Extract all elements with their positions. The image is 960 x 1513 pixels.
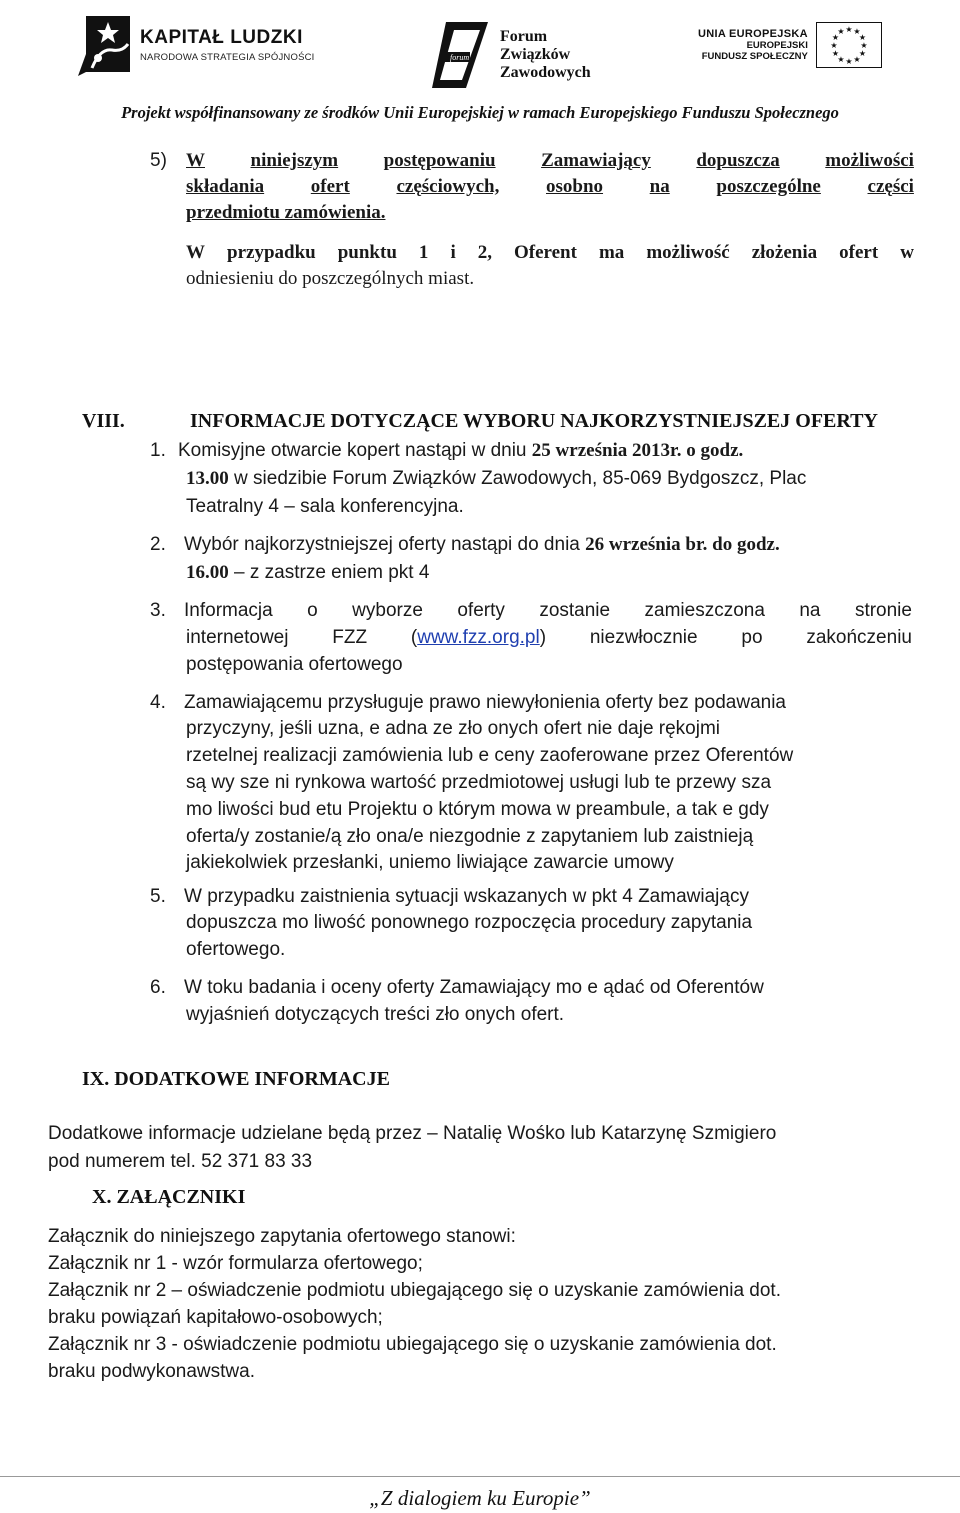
- section-viii-title: INFORMACJE DOTYCZĄCE WYBORU NAJKORZYSTNIEJSZEJ OFERTY: [190, 410, 878, 432]
- svg-text:★: ★: [858, 33, 866, 42]
- svg-text:★: ★: [853, 27, 861, 36]
- restart-line1: W przypadku zaistnienia sytuacji wskazanych w pkt 4 Zamawiający: [184, 886, 749, 907]
- svg-text:★: ★: [860, 41, 868, 50]
- fzz-logo-mark-icon: [432, 22, 494, 88]
- word: wyborze: [352, 600, 423, 621]
- opening-text: Komisyjne otwarcie kopert nastąpi w dniu: [178, 440, 532, 461]
- publication-line3: postępowania ofertowego: [186, 654, 403, 675]
- word: o: [307, 600, 318, 621]
- word: W: [186, 150, 205, 171]
- item-number: 6.: [150, 977, 166, 998]
- attachments-intro: Załącznik do niniejszego zapytania ofertowego stanowi:: [48, 1226, 516, 1247]
- word: poszczególne: [716, 176, 821, 197]
- publication-line1: [184, 600, 912, 622]
- word: przypadku: [227, 242, 316, 263]
- section-ix-title: IX. DODATKOWE INFORMACJE: [82, 1068, 390, 1090]
- svg-text:★: ★: [845, 25, 853, 34]
- word: oferty: [457, 600, 505, 621]
- svg-text:★: ★: [845, 57, 853, 66]
- fzz-logo: [432, 22, 591, 88]
- restart-line2: dopuszcza mo liwość ponownego rozpoczęcia procedury zapytania: [186, 912, 753, 933]
- word: na: [649, 176, 670, 197]
- opening-place: w siedzibie Forum Związków Zawodowych, 85-069 Bydgoszcz, Plac: [228, 468, 807, 489]
- word: niezwłocznie: [589, 627, 698, 648]
- item-number: 5): [150, 150, 167, 171]
- svg-text:★: ★: [837, 27, 845, 36]
- svg-text:forum: forum: [450, 53, 470, 62]
- cofinancing-note: Projekt współfinansowany ze środków Unii Europejskiej w ramach Europejskiego Funduszu Społecznego: [121, 103, 839, 122]
- attachment-2-cont: braku powiązań kapitałowo-osobowych;: [48, 1307, 383, 1328]
- item-number: 3.: [150, 600, 166, 621]
- word: Zamawiający: [541, 150, 651, 171]
- word: składania: [186, 176, 265, 197]
- eu-sub-line1: EUROPEJSKI: [746, 40, 808, 51]
- word: i: [450, 242, 456, 263]
- rejection-line1: Zamawiającemu przysługuje prawo niewyłonienia oferty bez podawania: [184, 692, 786, 713]
- eu-flag-stars-icon: [816, 22, 882, 68]
- item-number: 5.: [150, 886, 166, 907]
- svg-text:★: ★: [853, 55, 861, 64]
- selection-note: – z zastrze eniem pkt 4: [228, 562, 430, 583]
- opening-date: 25 września 2013r. o godz.: [531, 440, 744, 461]
- word: części: [867, 176, 914, 197]
- rejection-line3: rzetelnej realizacji zamówienia lub e ceny zaoferowane przez Oferentów: [186, 745, 794, 766]
- rejection-line5: mo liwości bud etu Projektu o którym mowa w preambule, a tak e gdy: [186, 799, 769, 820]
- word: FZZ: [332, 627, 368, 648]
- rejection-line7: jakiekolwiek przesłanki, uniemo liwiające zawarcie umowy: [186, 852, 674, 873]
- fzz-website-link[interactable]: www.fzz.org.pl: [417, 627, 540, 648]
- word: częściowych,: [396, 176, 500, 197]
- word: osobno: [546, 176, 604, 197]
- svg-text:★: ★: [831, 49, 839, 58]
- word: zamieszczona: [644, 600, 765, 621]
- partial-offers-line1: [186, 150, 914, 172]
- url-group: [411, 627, 546, 649]
- word: możliwość: [646, 242, 730, 263]
- word: ofert: [839, 242, 879, 263]
- rejection-line2: przyczyny, jeśli uzna, e adna ze zło onych ofert nie daje rękojmi: [186, 718, 721, 739]
- word: postępowaniu: [383, 150, 496, 171]
- opening-time: 13.00: [186, 468, 229, 489]
- opening-line3: Teatralny 4 – sala konferencyjna.: [186, 496, 464, 517]
- kapital-ludzki-emblem-icon: [78, 14, 134, 76]
- word: złożenia: [751, 242, 818, 263]
- section-viii-number: VIII.: [82, 410, 125, 432]
- fzz-name-line3: Zawodowych: [500, 64, 591, 81]
- paren: ): [539, 627, 547, 648]
- word: 1: [418, 242, 429, 263]
- attachment-1: Załącznik nr 1 - wzór formularza ofertowego;: [48, 1253, 423, 1274]
- word: zostanie: [539, 600, 611, 621]
- word: zakończeniu: [806, 627, 912, 648]
- item-number: 4.: [150, 692, 166, 713]
- rejection-line6: oferta/y zostanie/ą zło ona/e niezgodnie z zapytaniem lub zaistnieją: [186, 826, 754, 847]
- word: W: [186, 242, 205, 263]
- contact-line1: Dodatkowe informacje udzielane będą przez – Natalię Wośko lub Katarzynę Szmigiero: [48, 1123, 777, 1144]
- cities-offer-line1: [186, 242, 914, 264]
- header-logos: [0, 6, 960, 98]
- svg-text:★: ★: [858, 49, 866, 58]
- kapital-ludzki-logo: [78, 14, 315, 76]
- section-x-title: X. ZAŁĄCZNIKI: [92, 1186, 246, 1208]
- contact-line2: pod numerem tel. 52 371 83 33: [48, 1151, 313, 1172]
- word: internetowej: [186, 627, 289, 648]
- svg-text:★: ★: [831, 33, 839, 42]
- word: Oferent: [514, 242, 577, 263]
- restart-line3: ofertowego.: [186, 939, 286, 960]
- kapital-ludzki-subtitle: NARODOWA STRATEGIA SPÓJNOŚCI: [140, 52, 315, 63]
- clarification-line1: W toku badania i oceny oferty Zamawiający mo e ądać od Oferentów: [184, 977, 764, 998]
- partial-offers-line2: [186, 176, 914, 198]
- selection-line1: [184, 534, 780, 556]
- svg-text:★: ★: [830, 41, 838, 50]
- word: po: [741, 627, 763, 648]
- partial-offers-line3: przedmiotu zamówienia.: [186, 202, 386, 223]
- eu-logo: [698, 22, 882, 68]
- word: ofert: [310, 176, 350, 197]
- word: ma: [598, 242, 625, 263]
- opening-line1: [178, 440, 743, 462]
- word: stronie: [854, 600, 912, 621]
- fzz-name-line1: Forum: [500, 28, 548, 45]
- attachment-3: Załącznik nr 3 - oświadczenie podmiotu ubiegającego się o uzyskanie zamówienia dot.: [48, 1334, 777, 1355]
- item-number: 1.: [150, 440, 166, 461]
- publication-line2: [186, 627, 912, 649]
- word: na: [799, 600, 821, 621]
- footer-divider: [0, 1476, 960, 1477]
- word: niniejszym: [250, 150, 339, 171]
- word: punktu: [337, 242, 397, 263]
- eu-sub-line2: FUNDUSZ SPOŁECZNY: [701, 51, 808, 62]
- attachment-2: Załącznik nr 2 – oświadczenie podmiotu ubiegającego się o uzyskanie zamówienia dot.: [48, 1280, 781, 1301]
- selection-text: Wybór najkorzystniejszej oferty nastąpi do dnia: [184, 534, 586, 555]
- fzz-name-line2: Związków: [500, 46, 571, 63]
- selection-line2: [186, 562, 429, 584]
- selection-time: 16.00: [186, 562, 229, 583]
- attachment-3-cont: braku podwykonawstwa.: [48, 1361, 255, 1382]
- paren: (: [410, 627, 418, 648]
- svg-text:★: ★: [837, 55, 845, 64]
- cities-offer-line2: odniesieniu do poszczególnych miast.: [186, 268, 475, 289]
- word: w: [900, 242, 914, 263]
- kapital-ludzki-title: KAPITAŁ LUDZKI: [140, 27, 303, 48]
- opening-line2: [186, 468, 806, 490]
- word: dopuszcza: [696, 150, 780, 171]
- selection-date: 26 września br. do godz.: [585, 534, 780, 555]
- item-number: 2.: [150, 534, 166, 555]
- word: Informacja: [184, 600, 273, 621]
- rejection-line4: są wy sze ni rynkowa wartość przedmiotowej usługi lub te przewy sza: [186, 772, 772, 793]
- footer-motto: „Z dialogiem ku Europie”: [369, 1486, 591, 1510]
- eu-title: UNIA EUROPEJSKA: [698, 28, 808, 40]
- clarification-line2: wyjaśnień dotyczących treści zło onych ofert.: [186, 1004, 565, 1025]
- word: 2,: [477, 242, 492, 263]
- word: możliwości: [825, 150, 914, 171]
